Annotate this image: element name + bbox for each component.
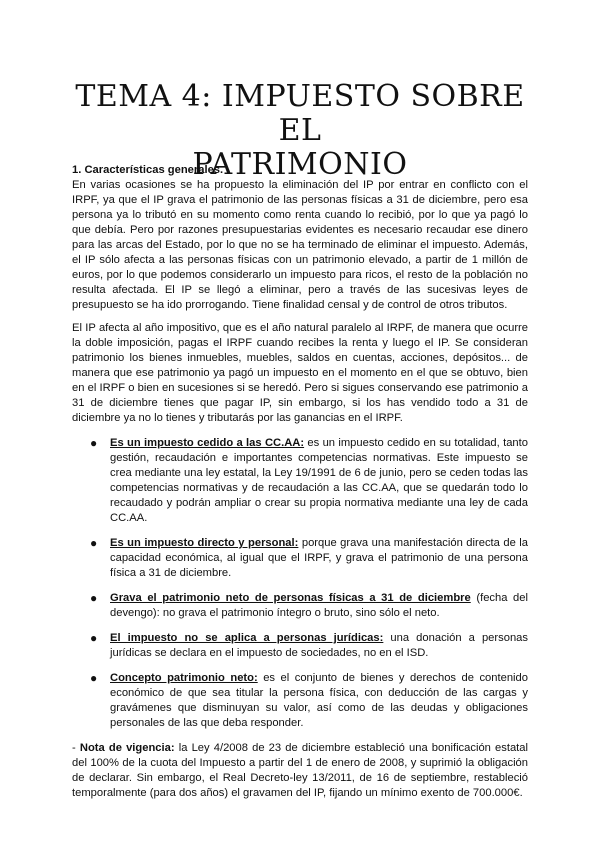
bullet-icon: ● — [90, 436, 98, 450]
list-item-text: una donación a personas jurídicas se declara en el impuesto de sociedades, no en el ISD. — [110, 632, 528, 659]
list-item — [90, 436, 528, 526]
list-item-text: es el conjunto de bienes y derechos de contenido económico de que sea titular la persona física, con deducción de las cargas y gravámenes que disminuyan su valor, así como de las deudas y obligaciones personales de las que deba responder. — [110, 672, 528, 729]
validity-note — [72, 741, 528, 801]
list-item-term: El impuesto no se aplica a personas jurídicas: — [110, 632, 384, 644]
characteristics-list — [72, 436, 528, 731]
note-prefix: - — [72, 742, 80, 754]
list-item-text: (fecha del devengo): no grava el patrimonio íntegro o bruto, sino sólo el neto. — [110, 592, 528, 619]
bullet-icon: ● — [90, 536, 98, 550]
note-text: la Ley 4/2008 de 23 de diciembre estableció una bonificación estatal del 100% de la cuota del Impuesto a partir del 1 de enero de 2008, y suprimió la obligación de declarar. Sin embargo, el Real Decreto-ley 13/2011, de 16 de septiembre, restableció temporalmente (para dos años) el gravamen del IP, fijando un mínimo exento de 700.000€. — [72, 742, 528, 799]
list-item-text: es un impuesto cedido en su totalidad, tanto gestión, recaudación e importantes competencias normativas. Este impuesto se crea mediante una ley estatal, la Ley 19/1991 de 6 de junio, pero se ceden todas las competencias normativas y de recaudación a las CC.AA, que se quedarán todo lo recaudado y podrán ampliar o crear su propia normativa mediante una ley de cada CC.AA. — [110, 437, 528, 524]
section-heading: 1. Características generales. — [72, 164, 224, 176]
list-item-text: porque grava una manifestación directa de la capacidad económica, al igual que el IRPF, y grava el patrimonio de una persona física a 31 de diciembre. — [110, 537, 528, 579]
bullet-icon: ● — [90, 631, 98, 645]
title-line-1: TEMA 4: IMPUESTO SOBRE EL — [75, 79, 525, 148]
list-item — [90, 591, 528, 621]
list-item-term: Grava el patrimonio neto de personas físicas a 31 de diciembre — [110, 592, 471, 604]
paragraph-2: El IP afecta al año impositivo, que es el año natural paralelo al IRPF, de manera que ocurre la doble imposición, pagas el IRPF cuando recibes la renta y luego el IP. Se consideran patrimonio los bienes inmuebles, muebles, saldos en cuentas, acciones, depósitos... de manera que ese patrimonio ya pagó un impuesto en el momento en el que se obtuvo, bien en el IRPF o bien en sucesiones si se heredó. Pero si sigues conservando ese patrimonio a 31 de diciembre tienes que pagar IP, sin embargo, si los has vendido todo a 31 de diciembre ya no lo tienes y tributarás por las ganancias en el IRPF. — [72, 322, 528, 424]
list-item-term: Es un impuesto directo y personal: — [110, 537, 299, 549]
list-item — [90, 631, 528, 661]
document-body — [72, 163, 528, 801]
paragraph-1: En varias ocasiones se ha propuesto la eliminación del IP por entrar en conflicto con el IRPF, ya que el IP grava el patrimonio de las personas físicas a 31 de diciembre, pero esa persona ya lo tributó en su momento como renta cuando lo recibió, por lo que ya pagó lo que debía. Pero por razones presupuestarias evidentes es necesario recaudar ese dinero para las arcas del Estado, por lo que no se ha terminado de eliminar el impuesto. Además, el IP sólo afecta a las personas físicas con un patrimonio elevado, a partir de 1 millón de euros, por lo que podemos considerarlo un impuesto para ricos, el resto de la población no resulta afectada. El IP se llegó a eliminar, pero a través de las sucesivas leyes de presupuesto se ha ido prorrogando. Tiene finalidad censal y de control de otros tributos. — [72, 179, 528, 311]
note-label: Nota de vigencia: — [79, 742, 175, 754]
list-item-term: Concepto patrimonio neto: — [110, 672, 258, 684]
list-item-term: Es un impuesto cedido a las CC.AA: — [110, 437, 305, 449]
bullet-icon: ● — [90, 591, 98, 605]
title-line-2: PATRIMONIO — [192, 147, 408, 182]
list-item — [90, 671, 528, 731]
bullet-icon: ● — [90, 671, 98, 685]
list-item — [90, 536, 528, 581]
